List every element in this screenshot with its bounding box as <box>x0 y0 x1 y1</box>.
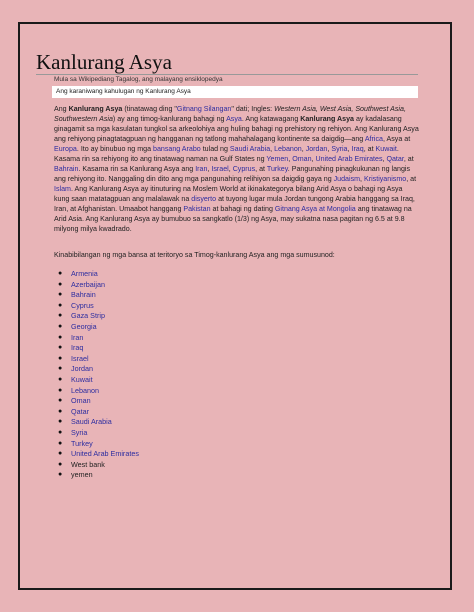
bullet-icon: ● <box>58 291 63 299</box>
list-item[interactable] <box>58 364 139 375</box>
country-link[interactable]: Turkey <box>71 438 93 448</box>
article-link[interactable]: Europa <box>54 145 77 153</box>
country-link[interactable]: Kuwait <box>71 374 93 384</box>
article-link[interactable]: Gitnang Asya at Mongolia <box>274 205 356 213</box>
country-link[interactable]: Bahrain <box>71 290 96 300</box>
article-link[interactable]: disyerto <box>191 195 217 203</box>
country-link[interactable]: Syria <box>71 427 88 437</box>
bullet-icon: ● <box>58 418 63 426</box>
paragraph-text: , Asya at <box>382 135 411 143</box>
article-link[interactable]: Yemen <box>266 155 289 163</box>
paragraph-text: , <box>347 145 352 153</box>
list-item[interactable] <box>58 322 139 333</box>
article-link[interactable]: Iran <box>195 165 208 173</box>
country-link[interactable]: Oman <box>71 396 91 406</box>
list-item[interactable] <box>58 439 139 450</box>
list-item[interactable] <box>58 428 139 439</box>
article-link[interactable]: Qatar <box>386 155 404 163</box>
hatnote: Ang karaniwang kahulugan ng Kanlurang Asya <box>52 86 418 98</box>
article-link[interactable]: Pakistan <box>183 205 211 213</box>
article-link[interactable]: Bahrain <box>54 165 79 173</box>
paragraph-text: . Kasama rin sa rehiyong ito ang tinatawag naman na Gulf States ng <box>54 145 399 163</box>
list-item[interactable] <box>58 269 139 280</box>
list-item <box>58 470 139 481</box>
paragraph-text: , <box>311 155 316 163</box>
bullet-icon: ● <box>58 301 63 309</box>
paragraph-text: . Pangunahing pinagkukunan ng langis ang rehiyong ito. Nanggaling din dito ang mga pangunahing relihiyon sa daigdig gaya ng <box>54 165 411 183</box>
page-subtitle: Mula sa Wikipediang Tagalog, ang malayang ensiklopedya <box>54 76 223 83</box>
article-link[interactable]: Lebanon <box>274 145 302 153</box>
title-divider <box>36 74 418 75</box>
bullet-icon: ● <box>58 407 63 415</box>
article-link[interactable]: United Arab Emirates <box>315 155 383 163</box>
bullet-icon: ● <box>58 439 63 447</box>
paragraph-text: , <box>270 145 275 153</box>
country-link[interactable]: Qatar <box>71 406 89 416</box>
list-item[interactable] <box>58 386 139 397</box>
bold-term: Kanlurang Asya <box>68 105 123 113</box>
bullet-icon: ● <box>58 322 63 330</box>
article-link[interactable]: Gitnang Silangan <box>176 105 232 113</box>
country-link[interactable]: Georgia <box>71 321 97 331</box>
list-item[interactable] <box>58 343 139 354</box>
list-item[interactable] <box>58 280 139 291</box>
list-item[interactable] <box>58 375 139 386</box>
article-link[interactable]: Cyprus <box>232 165 256 173</box>
list-item[interactable] <box>58 396 139 407</box>
list-item[interactable] <box>58 417 139 428</box>
list-item[interactable] <box>58 301 139 312</box>
paragraph-text: ay kadalasang ginagamit sa mga kasulatan tungkol sa arkeolohiya ang huling bahagi ng prehistory ng rehiyon. Ang Kanlurang Asya ang rehiyong pinagtatagpuan ng hangganan ng tatlong mahahalagang kontinente sa daigdig—ang <box>54 115 419 143</box>
italic-term: Western Asia, West Asia, Southwest Asia, Southwestern Asia <box>54 105 406 123</box>
article-link[interactable]: Africa <box>364 135 383 143</box>
paragraph-text: at tuyong lugar mula Jordan tungong Arabia hanggang sa Iraq, Iran, at Afghanistan. Umaabot hanggang <box>54 195 415 213</box>
article-link[interactable]: Israel <box>211 165 229 173</box>
paragraph-text: . Ang katawagang <box>241 115 301 123</box>
page-title: Kanlurang Asya <box>36 50 172 74</box>
list-item[interactable] <box>58 449 139 460</box>
article-link[interactable]: Iraq <box>351 145 364 153</box>
country-label: West bank <box>71 459 105 469</box>
country-label: yemen <box>71 470 93 480</box>
bullet-icon: ● <box>58 354 63 362</box>
article-link[interactable]: Asya <box>226 115 242 123</box>
list-item <box>58 460 139 471</box>
bullet-icon: ● <box>58 471 63 479</box>
country-link[interactable]: Azerbaijan <box>71 279 105 289</box>
paragraph-text: at bahagi ng dating <box>210 205 275 213</box>
article-link[interactable]: Turkey <box>266 165 288 173</box>
country-link[interactable]: Israel <box>71 353 89 363</box>
list-item[interactable] <box>58 407 139 418</box>
article-link[interactable]: bansang Arabo <box>153 145 201 153</box>
paragraph-text: , at <box>363 145 376 153</box>
paragraph-text: , at <box>403 155 414 163</box>
list-item[interactable] <box>58 290 139 301</box>
paragraph-text: " dati; Ingles: <box>231 105 275 113</box>
paragraph-text: , at <box>406 175 417 183</box>
country-link[interactable]: Iran <box>71 332 84 342</box>
article-link[interactable]: Judaism <box>333 175 361 183</box>
article-link[interactable]: Islam <box>54 185 71 193</box>
country-link[interactable]: Iraq <box>71 343 84 353</box>
country-link[interactable]: Gaza Strip <box>71 311 105 321</box>
bullet-icon: ● <box>58 460 63 468</box>
bullet-icon: ● <box>58 450 63 458</box>
paragraph-text: tulad ng <box>200 145 230 153</box>
bullet-icon: ● <box>58 365 63 373</box>
paragraph-text: ) ay ang timog-kanlurang bahagi ng <box>112 115 227 123</box>
paragraph-text: , <box>288 155 293 163</box>
paragraph-text: ang tinatawag na Arid Asia. Ang Kanlurang Asya ay bumubuo sa sangkatlo (1/3) ng Asya, may sukatna nasa pagitan ng 6.5 at 9.8 milyong milya kwadrado. <box>54 205 412 233</box>
bullet-icon: ● <box>58 270 63 277</box>
bullet-icon: ● <box>58 375 63 383</box>
list-intro: Kinabibilangan ng mga bansa at teritoryo sa Timog-kanlurang Asya ang mga sumusunod: <box>54 251 335 259</box>
paragraph-text: , <box>207 165 212 173</box>
country-link[interactable]: Armenia <box>71 269 98 278</box>
paragraph-text: , <box>228 165 233 173</box>
bullet-icon: ● <box>58 428 63 436</box>
paragraph-text: , <box>301 145 306 153</box>
bullet-icon: ● <box>58 397 63 405</box>
list-item[interactable] <box>58 333 139 344</box>
article-link[interactable]: Oman <box>292 155 312 163</box>
article-link[interactable]: Saudi Arabia <box>229 145 271 153</box>
article-link[interactable]: Jordan <box>305 145 328 153</box>
list-item[interactable] <box>58 354 139 365</box>
bullet-icon: ● <box>58 386 63 394</box>
article-link[interactable]: Kuwait <box>375 145 397 153</box>
country-link[interactable]: Cyprus <box>71 300 94 310</box>
paragraph-text: , at <box>255 165 267 173</box>
country-link[interactable]: Jordan <box>71 364 93 374</box>
country-link[interactable]: United Arab Emirates <box>71 449 139 459</box>
paragraph-text: . Ito ay binubuo ng mga <box>76 145 153 153</box>
bold-term: Kanlurang Asya <box>300 115 354 123</box>
country-list <box>58 269 139 481</box>
bullet-icon: ● <box>58 280 63 288</box>
bullet-icon: ● <box>58 333 63 341</box>
paragraph-text: , <box>382 155 387 163</box>
country-link[interactable]: Saudi Arabia <box>71 417 112 427</box>
bullet-icon: ● <box>58 312 63 320</box>
list-item[interactable] <box>58 311 139 322</box>
article-link[interactable]: Syria <box>331 145 348 153</box>
paragraph-text: (tinatawag ding " <box>122 105 177 113</box>
paragraph-text: . Kasama rin sa Kanlurang Asya ang <box>78 165 196 173</box>
country-link[interactable]: Lebanon <box>71 385 99 395</box>
paragraph-text: Ang <box>54 105 69 113</box>
bullet-icon: ● <box>58 344 63 352</box>
paragraph-text: , <box>360 175 364 183</box>
article-paragraph <box>54 104 419 234</box>
paragraph-text: , <box>327 145 332 153</box>
article-link[interactable]: Kristiyanismo <box>364 175 407 183</box>
paragraph-text: . Ang Kanlurang Asya ay itinuturing na Moslem World at ikinakategorya bilang Arid Asya o bahagi ng Asya kung saan matatagpuan ang malalawak na <box>54 185 403 203</box>
